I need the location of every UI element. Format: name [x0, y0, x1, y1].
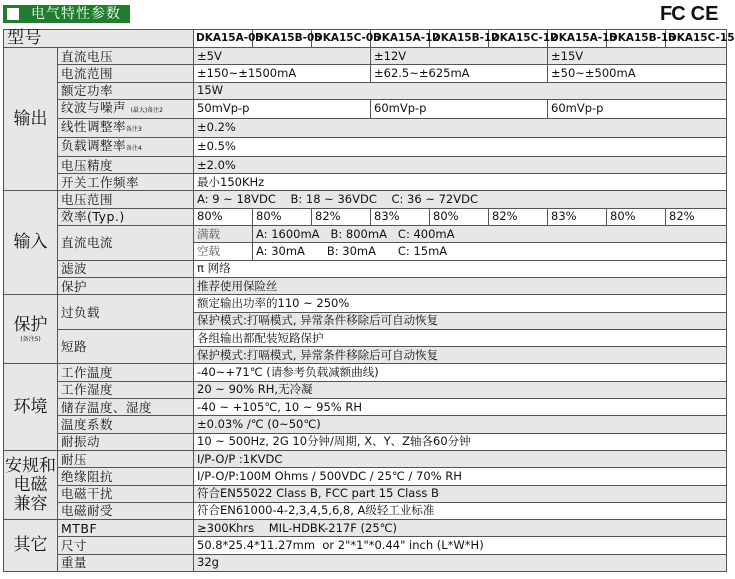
- value-cell: ≥300Khrs MIL-HDBK-217F (25℃): [194, 520, 727, 537]
- protection-overload-row-1: [4, 295, 727, 312]
- row-label: 电磁耐受: [58, 502, 194, 519]
- safety-ems-row: [4, 502, 727, 519]
- efficiency-cell: 82%: [666, 208, 727, 225]
- row-label: 储存温度、湿度: [58, 399, 194, 416]
- value-cell: ±0.03% /℃ (0~50℃): [194, 416, 727, 433]
- value-cell: 20 ~ 90% RH,无冷凝: [194, 381, 727, 398]
- output-voltage-accuracy-row: [4, 156, 727, 173]
- safety-emi-row: [4, 485, 727, 502]
- row-label: 开关工作频率: [58, 174, 194, 191]
- output-dc-voltage-row: [4, 48, 727, 65]
- row-note: 备注4: [126, 144, 142, 152]
- efficiency-cell: 82%: [489, 208, 548, 225]
- model-label: 型号: [4, 30, 194, 48]
- value-cell: I/P-O/P:100M Ohms / 500VDC / 25℃ / 70% RH: [194, 468, 727, 485]
- row-label: 短路: [58, 329, 194, 364]
- efficiency-cell: 80%: [194, 208, 253, 225]
- row-label: 电流范围: [58, 65, 194, 82]
- category-protection: 保护 (备注5): [4, 295, 58, 364]
- efficiency-cell: 80%: [607, 208, 666, 225]
- input-protection-row: [4, 277, 727, 294]
- value-cell: 各组输出都配装短路保护: [194, 329, 727, 346]
- section-title-bar: [3, 5, 130, 23]
- fcc-logo-icon: FC: [660, 2, 685, 25]
- value-cell: 保护模式:打嗝模式, 异常条件移除后可自动恢复: [194, 347, 727, 364]
- model-cell: DKA15A-12: [371, 30, 430, 48]
- output-ripple-noise-row: [4, 99, 727, 118]
- output-line-regulation-row: [4, 118, 727, 137]
- row-label: 耐压: [58, 450, 194, 467]
- category-others: 其它: [4, 520, 58, 572]
- row-label: 直流电压: [58, 48, 194, 65]
- value-cell: π 网络: [194, 260, 727, 277]
- model-row: [4, 30, 727, 48]
- value-cell: 10 ~ 500Hz, 2G 10分钟/周期, X、Y、Z轴各60分钟: [194, 433, 727, 450]
- value-cell: A: 30mA B: 30mA C: 15mA: [253, 243, 727, 260]
- row-label: 滤波: [58, 260, 194, 277]
- value-cell: 额定输出功率的110 ~ 250%: [194, 295, 727, 312]
- env-temp-coefficient-row: [4, 416, 727, 433]
- row-label: 电压精度: [58, 156, 194, 173]
- model-cell: DKA15B-12: [430, 30, 489, 48]
- model-cell: DKA15A-05: [194, 30, 253, 48]
- input-filter-row: [4, 260, 727, 277]
- row-label: 过负载: [58, 295, 194, 330]
- row-label: 线性调整率备注3: [58, 118, 194, 137]
- value-cell: ±5V: [194, 48, 371, 65]
- value-cell: 15W: [194, 82, 727, 99]
- value-cell: ±150~±1500mA: [194, 65, 371, 82]
- input-voltage-range-row: [4, 191, 727, 208]
- row-label: 温度系数: [58, 416, 194, 433]
- value-cell: ±50~±500mA: [548, 65, 727, 82]
- env-storage-row: [4, 399, 727, 416]
- output-current-range-row: [4, 65, 727, 82]
- value-cell: 32g: [194, 554, 727, 571]
- row-note: (最大)备注2: [130, 106, 163, 114]
- row-label: 耐振动: [58, 433, 194, 450]
- others-dimension-row: [4, 537, 727, 554]
- row-label: 直流电流: [58, 226, 194, 261]
- input-full-load-row: [4, 226, 727, 243]
- row-label: 工作湿度: [58, 381, 194, 398]
- output-switching-freq-row: [4, 174, 727, 191]
- value-cell: 最小150KHz: [194, 174, 727, 191]
- row-label: 工作温度: [58, 364, 194, 381]
- model-cell: DKA15B-05: [253, 30, 312, 48]
- sub-label: 空载: [194, 243, 253, 260]
- value-cell: ±12V: [371, 48, 548, 65]
- model-cell: DKA15C-05: [312, 30, 371, 48]
- row-label: 保护: [58, 277, 194, 294]
- category-note: (备注5): [20, 335, 41, 343]
- others-weight-row: [4, 554, 727, 571]
- env-vibration-row: [4, 433, 727, 450]
- efficiency-cell: 80%: [430, 208, 489, 225]
- square-icon: [7, 8, 19, 20]
- category-safety-emc: 安规和 电磁 兼容: [4, 450, 58, 519]
- sub-label: 满载: [194, 226, 253, 243]
- value-cell: 50.8*25.4*11.27mm or 2"*1"*0.44" inch (L*W*H): [194, 537, 727, 554]
- value-cell: ±15V: [548, 48, 727, 65]
- row-label: MTBF: [58, 520, 194, 537]
- value-cell: -40 ~ +105℃, 10 ~ 95% RH: [194, 399, 727, 416]
- value-cell: A: 1600mA B: 800mA C: 400mA: [253, 226, 727, 243]
- row-label: 重量: [58, 554, 194, 571]
- spec-table: [3, 28, 735, 572]
- value-cell: 60mVp-p: [371, 99, 548, 118]
- value-cell: I/P-O/P :1KVDC: [194, 450, 727, 467]
- value-cell: ±62.5~±625mA: [371, 65, 548, 82]
- certification-marks: [660, 3, 718, 25]
- value-cell: A: 9 ~ 18VDC B: 18 ~ 36VDC C: 36 ~ 72VDC: [194, 191, 727, 208]
- row-label: 尺寸: [58, 537, 194, 554]
- model-cell: DKA15A-15: [548, 30, 607, 48]
- value-cell: 符合EN61000-4-2,3,4,5,6,8, A级轻工业标准: [194, 502, 727, 519]
- model-cell: DKA15C-15: [666, 30, 727, 48]
- header: [0, 0, 729, 30]
- category-input: 输入: [4, 191, 58, 295]
- efficiency-cell: 80%: [253, 208, 312, 225]
- row-note: 备注3: [126, 125, 142, 133]
- value-cell: 推荐使用保险丝: [194, 277, 727, 294]
- section-title: 电气特性参数: [31, 6, 121, 22]
- model-cell: DKA15C-12: [489, 30, 548, 48]
- value-cell: 符合EN55022 Class B, FCC part 15 Class B: [194, 485, 727, 502]
- row-label: 负载调整率备注4: [58, 137, 194, 156]
- others-mtbf-row: [4, 520, 727, 537]
- value-cell: 保护模式:打嗝模式, 异常条件移除后可自动恢复: [194, 312, 727, 329]
- safety-isolation-row: [4, 468, 727, 485]
- value-cell: ±0.5%: [194, 137, 727, 156]
- protection-short-row-1: [4, 329, 727, 346]
- value-cell: -40~+71℃ (请参考负载减额曲线): [194, 364, 727, 381]
- safety-withstand-row: [4, 450, 727, 467]
- row-label: 额定功率: [58, 82, 194, 99]
- efficiency-cell: 83%: [371, 208, 430, 225]
- row-label: 电压范围: [58, 191, 194, 208]
- row-label: 效率(Typ.): [58, 208, 194, 225]
- model-cell: DKA15B-15: [607, 30, 666, 48]
- efficiency-cell: 83%: [548, 208, 607, 225]
- ce-logo-icon: CE: [690, 2, 719, 25]
- input-efficiency-row: [4, 208, 727, 225]
- efficiency-cell: 82%: [312, 208, 371, 225]
- value-cell: 60mVp-p: [548, 99, 727, 118]
- value-cell: ±2.0%: [194, 156, 727, 173]
- row-label: 纹波与噪声 (最大)备注2: [58, 99, 194, 118]
- row-label: 电磁干扰: [58, 485, 194, 502]
- output-load-regulation-row: [4, 137, 727, 156]
- category-output: 输出: [4, 48, 58, 191]
- env-working-humidity-row: [4, 381, 727, 398]
- value-cell: 50mVp-p: [194, 99, 371, 118]
- category-environment: 环境: [4, 364, 58, 450]
- env-working-temp-row: [4, 364, 727, 381]
- value-cell: ±0.2%: [194, 118, 727, 137]
- row-label: 绝缘阻抗: [58, 468, 194, 485]
- output-rated-power-row: [4, 82, 727, 99]
